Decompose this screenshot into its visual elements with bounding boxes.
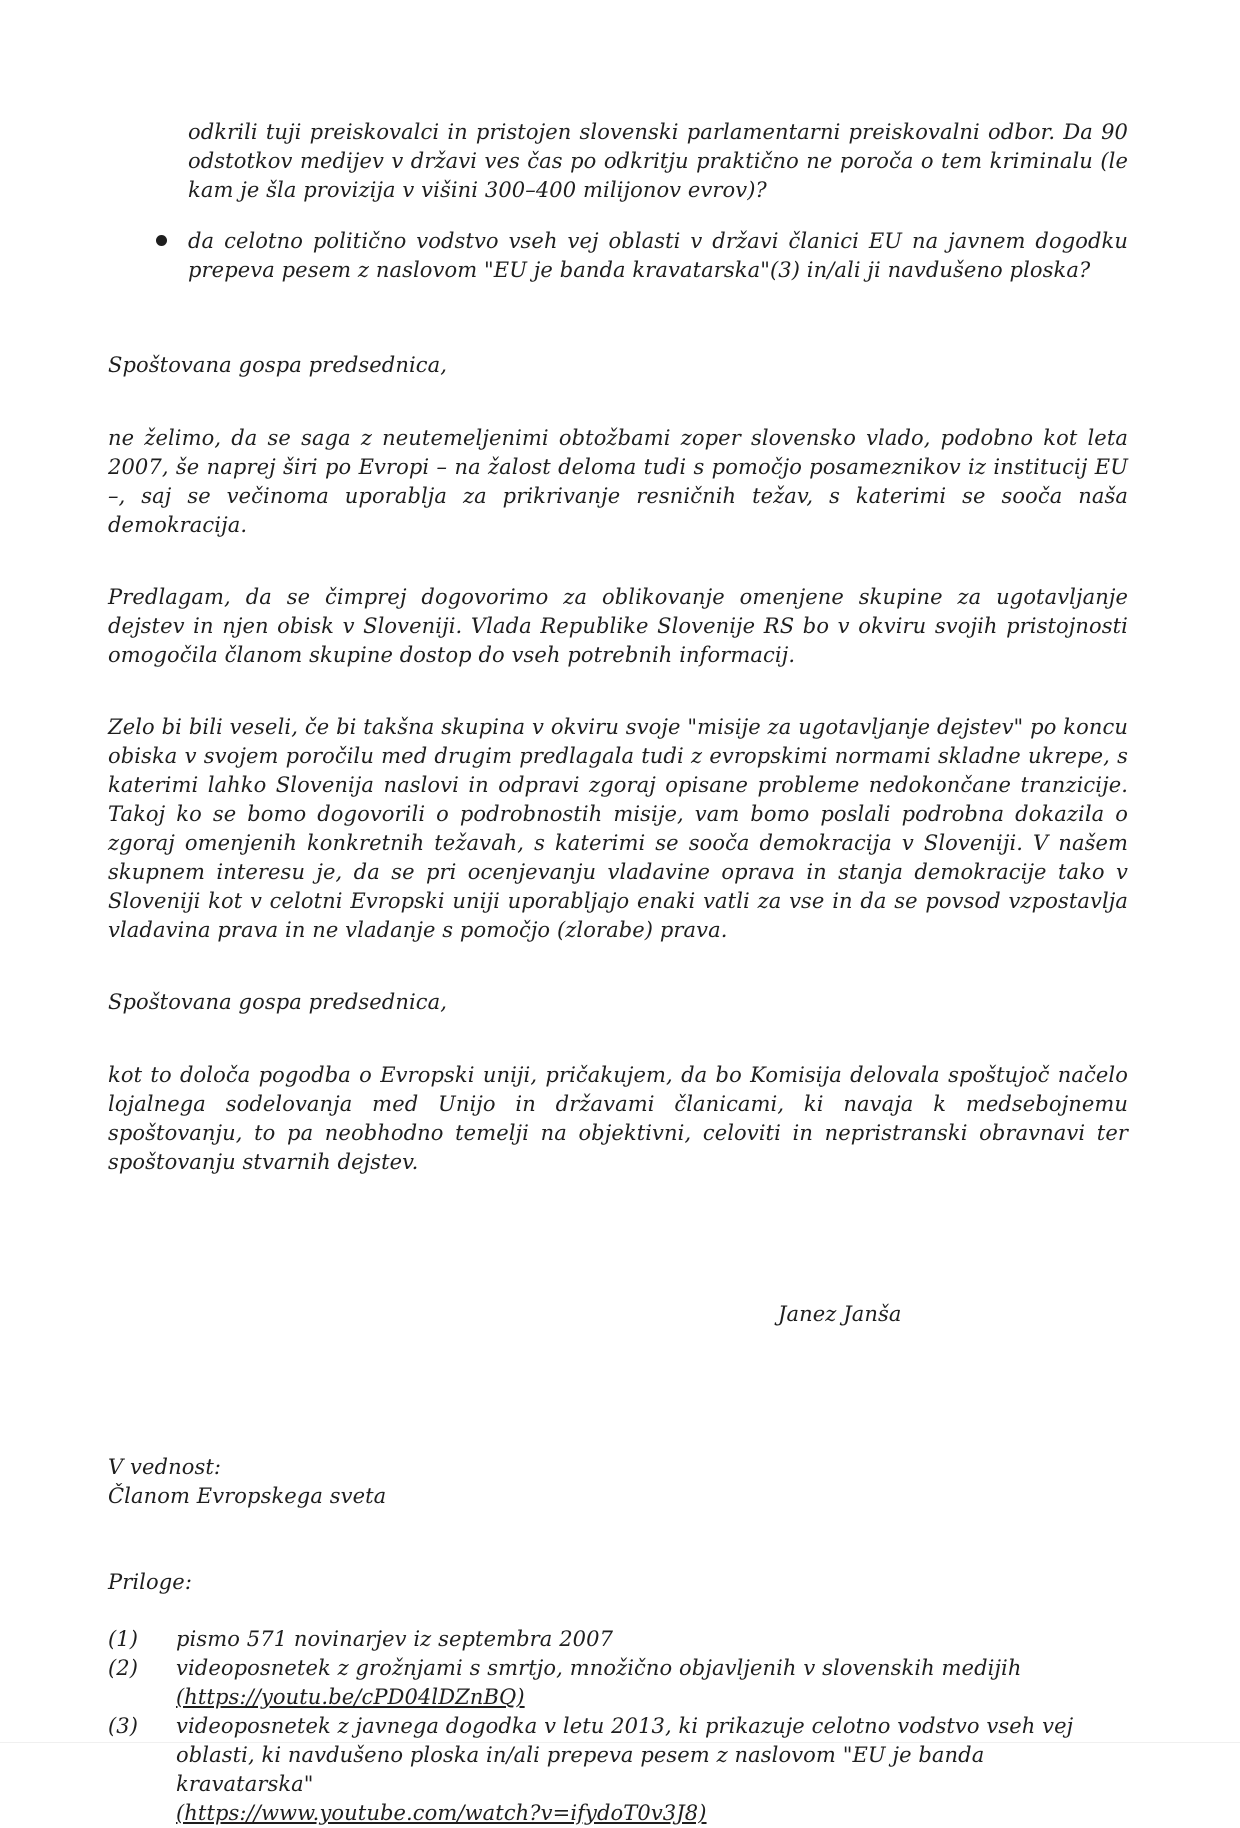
attachment-item: [108, 1712, 1128, 1828]
attachment-link[interactable]: (https://www.youtube.com/watch?v=ifydoT0v3J8): [176, 1801, 707, 1825]
paragraph-1: ne želimo, da se saga z neutemeljenimi obtožbami zoper slovensko vlado, podobno kot leta 2007, še naprej širi po Evropi – na žalost deloma tudi s pomočjo posameznikov iz institucij EU –, saj se večinoma uporablja za prikrivanje resničnih težav, s katerimi se sooča naša demokracija.: [108, 426, 1128, 537]
attachments-label: Priloge:: [108, 1570, 192, 1594]
bullet-dot-icon: [156, 235, 167, 246]
bullet-text: da celotno politično vodstvo vseh vej oblasti v državi članici EU na javnem dogodku prepeva pesem z naslovom "EU je banda kravatarska"(3) in/ali ji navdušeno ploska?: [188, 229, 1128, 282]
attachment-text: videoposnetek z javnega dogodka v letu 2013, ki prikazuje celotno vodstvo vseh vej oblasti, ki navdušeno ploska in/ali prepeva pesem z naslovom "EU je banda kravatarska": [176, 1714, 1074, 1796]
letter-body: [108, 118, 1128, 1828]
attachments-list: [108, 1625, 1128, 1828]
lead-paragraph: odkrili tuji preiskovalci in pristojen slovenski parlamentarni preiskovalni odbor. Da 90 odstotkov medijev v državi ves čas po odkritju praktično ne poroča o tem kriminalu (le kam je šla provizija v višini 300–400 milijonov evrov)?: [188, 120, 1128, 202]
attachment-number: (1): [108, 1627, 139, 1651]
attachment-text: videoposnetek z grožnjami s smrtjo, množično objavljenih v slovenskih medijih: [176, 1656, 1022, 1680]
paragraph-4: kot to določa pogodba o Evropski uniji, pričakujem, da bo Komisija delovala spoštujoč načelo lojalnega sodelovanja med Unijo in državami članicami, ki navaja k medsebojnemu spoštovanju, to pa neobhodno temelji na objektivni, celoviti in nepristranski obravnavi ter spoštovanju stvarnih dejstev.: [108, 1063, 1128, 1174]
bullet-item: [108, 227, 1128, 285]
cc-label: V vednost:: [108, 1455, 222, 1479]
cc-recipients: Članom Evropskega sveta: [108, 1484, 387, 1508]
attachment-link[interactable]: (https://youtu.be/cPD04lDZnBQ): [176, 1685, 525, 1709]
salutation-1: Spoštovana gospa predsednica,: [108, 353, 448, 377]
cc-block: [108, 1453, 1128, 1511]
page-bottom-rule: [0, 1742, 1240, 1743]
attachment-item: [108, 1625, 1128, 1654]
signature-name: Janez Janša: [778, 1302, 902, 1326]
attachment-item: [108, 1654, 1128, 1712]
paragraph-2: Predlagam, da se čimprej dogovorimo za oblikovanje omenjene skupine za ugotavljanje dejstev in njen obisk v Sloveniji. Vlada Republike Slovenije RS bo v okviru svojih pristojnosti omogočila članom skupine dostop do vseh potrebnih informacij.: [108, 585, 1128, 667]
attachment-number: (2): [108, 1656, 139, 1680]
salutation-2: Spoštovana gospa predsednica,: [108, 990, 448, 1014]
paragraph-3: Zelo bi bili veseli, če bi takšna skupina v okviru svoje "misije za ugotavljanje dejstev" po koncu obiska v svojem poročilu med drugim predlagala tudi z evropskimi normami skladne ukrepe, s katerimi lahko Slovenija naslovi in odpravi zgoraj opisane probleme nedokončane tranzicije. Takoj ko se bomo dogovorili o podrobnostih misije, vam bomo poslali podrobna dokazila o zgoraj omenjenih konkretnih težavah, s katerimi se sooča demokracija v Sloveniji. V našem skupnem interesu je, da se pri ocenjevanju vladavine oprava in stanja demokracije tako v Sloveniji kot v celotni Evropski uniji uporabljajo enaki vatli za vse in da se povsod vzpostavlja vladavina prava in ne vladanje s pomočjo (zlorabe) prava.: [108, 715, 1128, 942]
attachment-text: pismo 571 novinarjev iz septembra 2007: [176, 1627, 614, 1651]
attachment-number: (3): [108, 1714, 139, 1738]
